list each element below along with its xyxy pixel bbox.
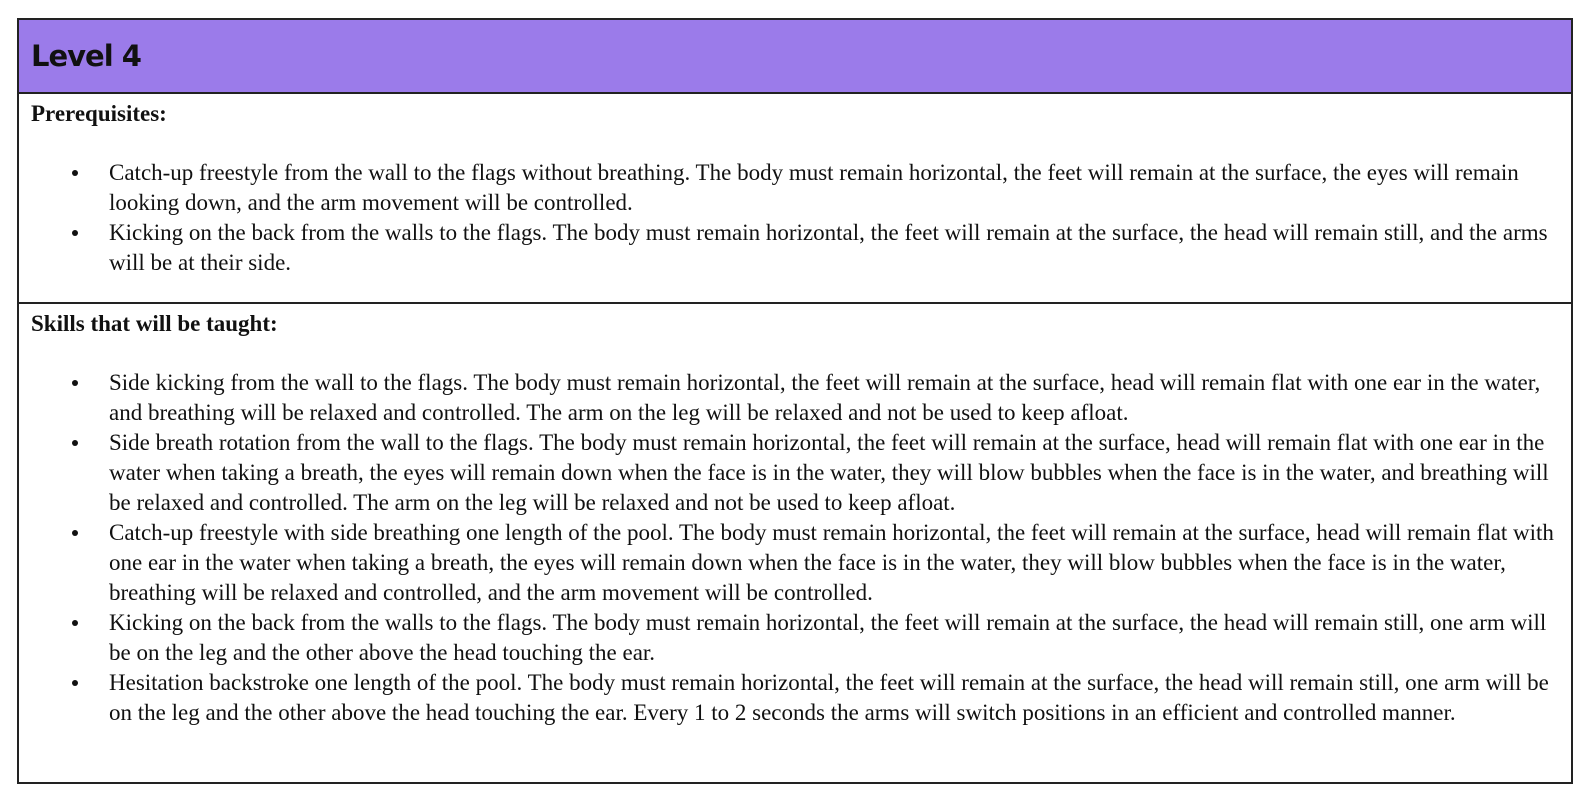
list-item-text: Side kicking from the wall to the flags. The body must remain horizontal, the feet will remain at the surface, head will remain flat with one ear in the water, and breathing will be relaxed and controlled. The arm on the leg will be relaxed and not be used to keep afloat. xyxy=(109,370,1541,425)
bullet-icon xyxy=(72,380,78,386)
level-title: Level 4 xyxy=(31,39,141,73)
level-table xyxy=(17,18,1573,784)
prerequisites-list xyxy=(31,158,1559,278)
bullet-icon xyxy=(72,680,78,686)
list-item-text: Kicking on the back from the walls to the flags. The body must remain horizontal, the feet will remain at the surface, the head will remain still, and the arms will be at their side. xyxy=(109,220,1548,275)
prerequisites-section xyxy=(19,94,1571,304)
level-header xyxy=(19,20,1571,94)
bullet-icon xyxy=(72,530,78,536)
list-item xyxy=(31,608,1559,668)
skills-section xyxy=(19,304,1571,782)
bullet-icon xyxy=(72,170,78,176)
list-item xyxy=(31,428,1559,518)
list-item-text: Catch-up freestyle with side breathing one length of the pool. The body must remain horizontal, the feet will remain at the surface, head will remain flat with one ear in the water when taking a breath, the eyes will remain down when the face is in the water, they will blow bubbles when the face is in the water, breathing will be relaxed and controlled, and the arm movement will be controlled. xyxy=(109,520,1554,605)
list-item-text: Side breath rotation from the wall to the flags. The body must remain horizontal, the feet will remain at the surface, head will remain flat with one ear in the water when taking a breath, the eyes will remain down when the face is in the water, they will blow bubbles when the face is in the water, and breathing will be relaxed and controlled. The arm on the leg will be relaxed and not be used to keep afloat. xyxy=(109,430,1549,515)
bullet-icon xyxy=(72,230,78,236)
prerequisites-heading: Prerequisites: xyxy=(31,101,167,126)
list-item xyxy=(31,668,1559,728)
list-item-text: Kicking on the back from the walls to the flags. The body must remain horizontal, the feet will remain at the surface, the head will remain still, one arm will be on the leg and the other above the head touching the ear. xyxy=(109,610,1547,665)
skills-list xyxy=(31,368,1559,728)
list-item xyxy=(31,218,1559,278)
list-item-text: Catch-up freestyle from the wall to the flags without breathing. The body must remain horizontal, the feet will remain at the surface, the eyes will remain looking down, and the arm movement will be controlled. xyxy=(109,160,1519,215)
list-item xyxy=(31,158,1559,218)
skills-heading: Skills that will be taught: xyxy=(31,311,278,336)
bullet-icon xyxy=(72,440,78,446)
bullet-icon xyxy=(72,620,78,626)
list-item-text: Hesitation backstroke one length of the pool. The body must remain horizontal, the feet will remain at the surface, the head will remain still, one arm will be on the leg and the other above the head touching the ear. Every 1 to 2 seconds the arms will switch positions in an efficient and controlled manner. xyxy=(109,670,1549,725)
list-item xyxy=(31,368,1559,428)
list-item xyxy=(31,518,1559,608)
